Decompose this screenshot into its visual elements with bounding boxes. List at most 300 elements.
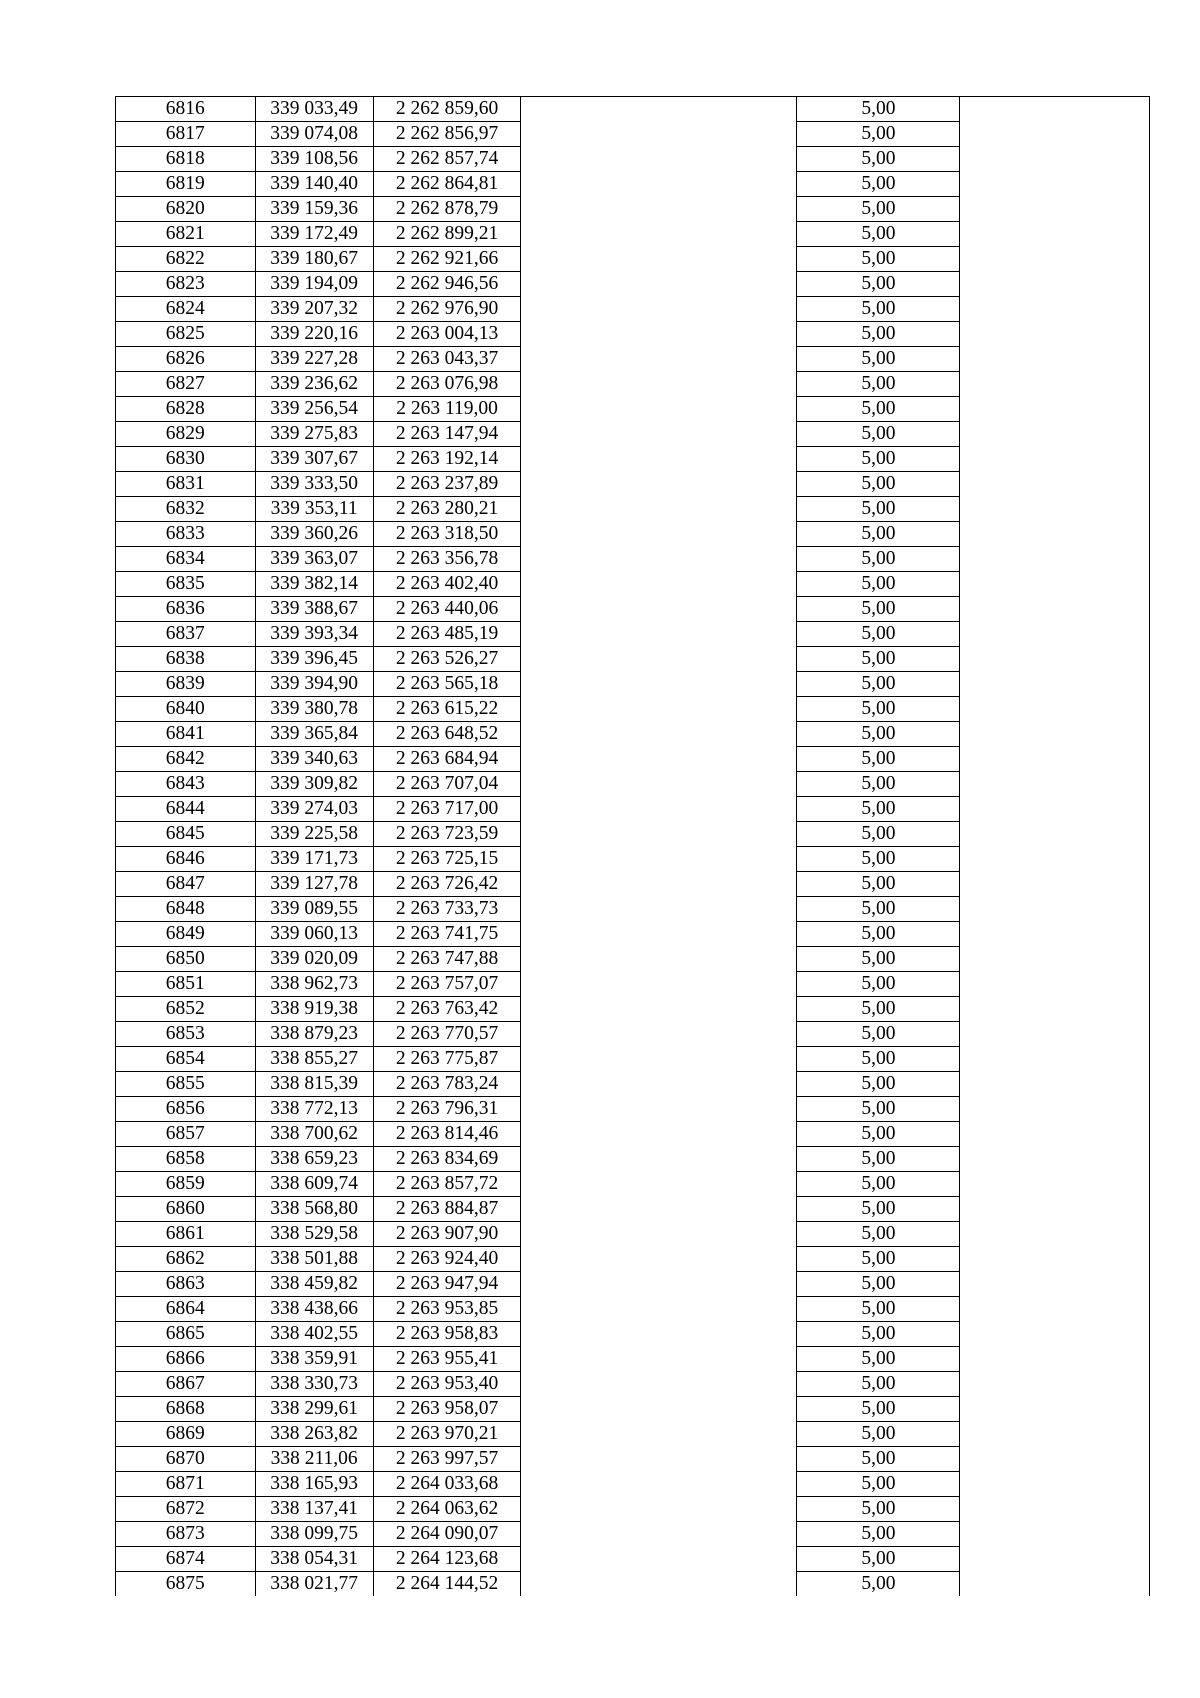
blank-cell: [521, 622, 797, 647]
remarks-cell: [960, 322, 1150, 347]
accuracy-cell: 5,00: [797, 497, 960, 522]
remarks-cell: [960, 622, 1150, 647]
blank-cell: [521, 1172, 797, 1197]
y-coordinate-cell: 2 263 648,52: [373, 722, 521, 747]
remarks-cell: [960, 1247, 1150, 1272]
remarks-cell: [960, 372, 1150, 397]
accuracy-cell: 5,00: [797, 1197, 960, 1222]
remarks-cell: [960, 1172, 1150, 1197]
table-row: [116, 272, 1150, 297]
y-coordinate-cell: 2 263 947,94: [373, 1272, 521, 1297]
accuracy-cell: 5,00: [797, 1122, 960, 1147]
table-row: [116, 947, 1150, 972]
y-coordinate-cell: 2 262 878,79: [373, 197, 521, 222]
x-coordinate-cell: 339 307,67: [255, 447, 373, 472]
table-row: [116, 1372, 1150, 1397]
blank-cell: [521, 322, 797, 347]
point-number-cell: 6825: [116, 322, 256, 347]
point-number-cell: 6870: [116, 1447, 256, 1472]
accuracy-cell: 5,00: [797, 397, 960, 422]
table-row: [116, 1322, 1150, 1347]
accuracy-cell: 5,00: [797, 197, 960, 222]
y-coordinate-cell: 2 264 123,68: [373, 1547, 521, 1572]
accuracy-cell: 5,00: [797, 747, 960, 772]
accuracy-cell: 5,00: [797, 447, 960, 472]
point-number-cell: 6865: [116, 1322, 256, 1347]
blank-cell: [521, 522, 797, 547]
table-row: [116, 872, 1150, 897]
accuracy-cell: 5,00: [797, 1272, 960, 1297]
y-coordinate-cell: 2 264 063,62: [373, 1497, 521, 1522]
remarks-cell: [960, 422, 1150, 447]
remarks-cell: [960, 397, 1150, 422]
blank-cell: [521, 1572, 797, 1597]
blank-cell: [521, 397, 797, 422]
blank-cell: [521, 1197, 797, 1222]
y-coordinate-cell: 2 262 946,56: [373, 272, 521, 297]
remarks-cell: [960, 922, 1150, 947]
remarks-cell: [960, 1522, 1150, 1547]
table-row: [116, 1222, 1150, 1247]
accuracy-cell: 5,00: [797, 997, 960, 1022]
point-number-cell: 6862: [116, 1247, 256, 1272]
x-coordinate-cell: 339 180,67: [255, 247, 373, 272]
accuracy-cell: 5,00: [797, 1522, 960, 1547]
point-number-cell: 6866: [116, 1347, 256, 1372]
accuracy-cell: 5,00: [797, 1472, 960, 1497]
blank-cell: [521, 897, 797, 922]
accuracy-cell: 5,00: [797, 1447, 960, 1472]
point-number-cell: 6822: [116, 247, 256, 272]
point-number-cell: 6874: [116, 1547, 256, 1572]
accuracy-cell: 5,00: [797, 647, 960, 672]
x-coordinate-cell: 339 074,08: [255, 122, 373, 147]
point-number-cell: 6832: [116, 497, 256, 522]
point-number-cell: 6826: [116, 347, 256, 372]
blank-cell: [521, 1547, 797, 1572]
point-number-cell: 6861: [116, 1222, 256, 1247]
remarks-cell: [960, 1072, 1150, 1097]
point-number-cell: 6833: [116, 522, 256, 547]
point-number-cell: 6839: [116, 672, 256, 697]
blank-cell: [521, 697, 797, 722]
table-row: [116, 1347, 1150, 1372]
x-coordinate-cell: 338 962,73: [255, 972, 373, 997]
accuracy-cell: 5,00: [797, 1422, 960, 1447]
table-row: [116, 797, 1150, 822]
accuracy-cell: 5,00: [797, 872, 960, 897]
blank-cell: [521, 1447, 797, 1472]
point-number-cell: 6816: [116, 97, 256, 122]
x-coordinate-cell: 338 879,23: [255, 1022, 373, 1047]
accuracy-cell: 5,00: [797, 1372, 960, 1397]
point-number-cell: 6821: [116, 222, 256, 247]
blank-cell: [521, 1247, 797, 1272]
accuracy-cell: 5,00: [797, 1322, 960, 1347]
x-coordinate-cell: 338 459,82: [255, 1272, 373, 1297]
remarks-cell: [960, 647, 1150, 672]
table-row: [116, 1422, 1150, 1447]
y-coordinate-cell: 2 263 796,31: [373, 1097, 521, 1122]
point-number-cell: 6872: [116, 1497, 256, 1522]
y-coordinate-cell: 2 263 565,18: [373, 672, 521, 697]
y-coordinate-cell: 2 263 857,72: [373, 1172, 521, 1197]
y-coordinate-cell: 2 263 723,59: [373, 822, 521, 847]
table-row: [116, 1572, 1150, 1597]
accuracy-cell: 5,00: [797, 822, 960, 847]
y-coordinate-cell: 2 263 747,88: [373, 947, 521, 972]
remarks-cell: [960, 947, 1150, 972]
accuracy-cell: 5,00: [797, 1247, 960, 1272]
remarks-cell: [960, 172, 1150, 197]
accuracy-cell: 5,00: [797, 572, 960, 597]
y-coordinate-cell: 2 263 907,90: [373, 1222, 521, 1247]
table-row: [116, 597, 1150, 622]
blank-cell: [521, 172, 797, 197]
blank-cell: [521, 1472, 797, 1497]
y-coordinate-cell: 2 263 953,40: [373, 1372, 521, 1397]
blank-cell: [521, 1347, 797, 1372]
x-coordinate-cell: 338 700,62: [255, 1122, 373, 1147]
point-number-cell: 6875: [116, 1572, 256, 1597]
x-coordinate-cell: 338 855,27: [255, 1047, 373, 1072]
remarks-cell: [960, 597, 1150, 622]
y-coordinate-cell: 2 263 318,50: [373, 522, 521, 547]
blank-cell: [521, 922, 797, 947]
remarks-cell: [960, 1347, 1150, 1372]
y-coordinate-cell: 2 263 726,42: [373, 872, 521, 897]
blank-cell: [521, 1497, 797, 1522]
point-number-cell: 6818: [116, 147, 256, 172]
accuracy-cell: 5,00: [797, 1397, 960, 1422]
x-coordinate-cell: 339 171,73: [255, 847, 373, 872]
point-number-cell: 6855: [116, 1072, 256, 1097]
point-number-cell: 6860: [116, 1197, 256, 1222]
table-row: [116, 772, 1150, 797]
point-number-cell: 6873: [116, 1522, 256, 1547]
blank-cell: [521, 972, 797, 997]
y-coordinate-cell: 2 263 924,40: [373, 1247, 521, 1272]
blank-cell: [521, 347, 797, 372]
x-coordinate-cell: 339 309,82: [255, 772, 373, 797]
x-coordinate-cell: 339 275,83: [255, 422, 373, 447]
x-coordinate-cell: 339 396,45: [255, 647, 373, 672]
accuracy-cell: 5,00: [797, 1497, 960, 1522]
y-coordinate-cell: 2 263 119,00: [373, 397, 521, 422]
remarks-cell: [960, 97, 1150, 122]
table-row: [116, 122, 1150, 147]
accuracy-cell: 5,00: [797, 1147, 960, 1172]
remarks-cell: [960, 497, 1150, 522]
point-number-cell: 6836: [116, 597, 256, 622]
y-coordinate-cell: 2 263 763,42: [373, 997, 521, 1022]
y-coordinate-cell: 2 263 733,73: [373, 897, 521, 922]
table-row: [116, 1472, 1150, 1497]
table-row: [116, 672, 1150, 697]
x-coordinate-cell: 338 021,77: [255, 1572, 373, 1597]
point-number-cell: 6829: [116, 422, 256, 447]
point-number-cell: 6846: [116, 847, 256, 872]
table-row: [116, 1047, 1150, 1072]
y-coordinate-cell: 2 263 958,07: [373, 1397, 521, 1422]
x-coordinate-cell: 338 568,80: [255, 1197, 373, 1222]
blank-cell: [521, 1222, 797, 1247]
point-number-cell: 6844: [116, 797, 256, 822]
accuracy-cell: 5,00: [797, 697, 960, 722]
x-coordinate-cell: 339 274,03: [255, 797, 373, 822]
blank-cell: [521, 497, 797, 522]
y-coordinate-cell: 2 263 004,13: [373, 322, 521, 347]
point-number-cell: 6854: [116, 1047, 256, 1072]
remarks-cell: [960, 1097, 1150, 1122]
x-coordinate-cell: 339 360,26: [255, 522, 373, 547]
coordinates-table: [115, 96, 1150, 1596]
x-coordinate-cell: 338 501,88: [255, 1247, 373, 1272]
accuracy-cell: 5,00: [797, 1547, 960, 1572]
accuracy-cell: 5,00: [797, 1297, 960, 1322]
accuracy-cell: 5,00: [797, 1072, 960, 1097]
x-coordinate-cell: 339 172,49: [255, 222, 373, 247]
point-number-cell: 6824: [116, 297, 256, 322]
x-coordinate-cell: 338 402,55: [255, 1322, 373, 1347]
blank-cell: [521, 1072, 797, 1097]
accuracy-cell: 5,00: [797, 147, 960, 172]
accuracy-cell: 5,00: [797, 597, 960, 622]
x-coordinate-cell: 339 394,90: [255, 672, 373, 697]
blank-cell: [521, 1272, 797, 1297]
blank-cell: [521, 747, 797, 772]
accuracy-cell: 5,00: [797, 722, 960, 747]
point-number-cell: 6867: [116, 1372, 256, 1397]
blank-cell: [521, 222, 797, 247]
remarks-cell: [960, 222, 1150, 247]
accuracy-cell: 5,00: [797, 297, 960, 322]
point-number-cell: 6848: [116, 897, 256, 922]
blank-cell: [521, 447, 797, 472]
table-row: [116, 1172, 1150, 1197]
blank-cell: [521, 797, 797, 822]
blank-cell: [521, 547, 797, 572]
blank-cell: [521, 372, 797, 397]
accuracy-cell: 5,00: [797, 847, 960, 872]
accuracy-cell: 5,00: [797, 1347, 960, 1372]
remarks-cell: [960, 1022, 1150, 1047]
y-coordinate-cell: 2 263 997,57: [373, 1447, 521, 1472]
point-number-cell: 6843: [116, 772, 256, 797]
blank-cell: [521, 872, 797, 897]
y-coordinate-cell: 2 264 090,07: [373, 1522, 521, 1547]
table-row: [116, 972, 1150, 997]
blank-cell: [521, 1022, 797, 1047]
table-row: [116, 1247, 1150, 1272]
y-coordinate-cell: 2 263 485,19: [373, 622, 521, 647]
table-row: [116, 497, 1150, 522]
table-row: [116, 222, 1150, 247]
x-coordinate-cell: 338 165,93: [255, 1472, 373, 1497]
x-coordinate-cell: 339 194,09: [255, 272, 373, 297]
table-row: [116, 1147, 1150, 1172]
x-coordinate-cell: 339 353,11: [255, 497, 373, 522]
accuracy-cell: 5,00: [797, 672, 960, 697]
y-coordinate-cell: 2 263 192,14: [373, 447, 521, 472]
y-coordinate-cell: 2 263 043,37: [373, 347, 521, 372]
x-coordinate-cell: 339 256,54: [255, 397, 373, 422]
x-coordinate-cell: 339 388,67: [255, 597, 373, 622]
y-coordinate-cell: 2 263 402,40: [373, 572, 521, 597]
remarks-cell: [960, 847, 1150, 872]
y-coordinate-cell: 2 263 955,41: [373, 1347, 521, 1372]
accuracy-cell: 5,00: [797, 972, 960, 997]
point-number-cell: 6850: [116, 947, 256, 972]
point-number-cell: 6835: [116, 572, 256, 597]
y-coordinate-cell: 2 262 864,81: [373, 172, 521, 197]
x-coordinate-cell: 339 393,34: [255, 622, 373, 647]
table-row: [116, 1447, 1150, 1472]
point-number-cell: 6857: [116, 1122, 256, 1147]
accuracy-cell: 5,00: [797, 1222, 960, 1247]
x-coordinate-cell: 338 263,82: [255, 1422, 373, 1447]
y-coordinate-cell: 2 264 144,52: [373, 1572, 521, 1597]
remarks-cell: [960, 897, 1150, 922]
remarks-cell: [960, 447, 1150, 472]
blank-cell: [521, 997, 797, 1022]
remarks-cell: [960, 1497, 1150, 1522]
table-row: [116, 1497, 1150, 1522]
remarks-cell: [960, 1222, 1150, 1247]
blank-cell: [521, 572, 797, 597]
remarks-cell: [960, 197, 1150, 222]
table-row: [116, 647, 1150, 672]
accuracy-cell: 5,00: [797, 322, 960, 347]
remarks-cell: [960, 1272, 1150, 1297]
point-number-cell: 6853: [116, 1022, 256, 1047]
blank-cell: [521, 847, 797, 872]
x-coordinate-cell: 338 529,58: [255, 1222, 373, 1247]
remarks-cell: [960, 472, 1150, 497]
blank-cell: [521, 1297, 797, 1322]
x-coordinate-cell: 339 033,49: [255, 97, 373, 122]
remarks-cell: [960, 572, 1150, 597]
x-coordinate-cell: 339 380,78: [255, 697, 373, 722]
remarks-cell: [960, 1147, 1150, 1172]
remarks-cell: [960, 122, 1150, 147]
point-number-cell: 6869: [116, 1422, 256, 1447]
y-coordinate-cell: 2 263 757,07: [373, 972, 521, 997]
remarks-cell: [960, 1122, 1150, 1147]
blank-cell: [521, 1047, 797, 1072]
table-row: [116, 97, 1150, 122]
point-number-cell: 6817: [116, 122, 256, 147]
blank-cell: [521, 147, 797, 172]
point-number-cell: 6842: [116, 747, 256, 772]
point-number-cell: 6856: [116, 1097, 256, 1122]
remarks-cell: [960, 547, 1150, 572]
remarks-cell: [960, 822, 1150, 847]
blank-cell: [521, 672, 797, 697]
point-number-cell: 6840: [116, 697, 256, 722]
point-number-cell: 6830: [116, 447, 256, 472]
remarks-cell: [960, 997, 1150, 1022]
remarks-cell: [960, 147, 1150, 172]
remarks-cell: [960, 522, 1150, 547]
blank-cell: [521, 1422, 797, 1447]
y-coordinate-cell: 2 263 884,87: [373, 1197, 521, 1222]
remarks-cell: [960, 797, 1150, 822]
table-row: [116, 847, 1150, 872]
point-number-cell: 6834: [116, 547, 256, 572]
table-row: [116, 1547, 1150, 1572]
accuracy-cell: 5,00: [797, 1572, 960, 1597]
remarks-cell: [960, 347, 1150, 372]
x-coordinate-cell: 338 299,61: [255, 1397, 373, 1422]
remarks-cell: [960, 1297, 1150, 1322]
point-number-cell: 6863: [116, 1272, 256, 1297]
x-coordinate-cell: 338 137,41: [255, 1497, 373, 1522]
point-number-cell: 6831: [116, 472, 256, 497]
remarks-cell: [960, 1372, 1150, 1397]
accuracy-cell: 5,00: [797, 172, 960, 197]
table-row: [116, 297, 1150, 322]
y-coordinate-cell: 2 263 707,04: [373, 772, 521, 797]
x-coordinate-cell: 338 659,23: [255, 1147, 373, 1172]
y-coordinate-cell: 2 263 526,27: [373, 647, 521, 672]
y-coordinate-cell: 2 263 741,75: [373, 922, 521, 947]
x-coordinate-cell: 338 772,13: [255, 1097, 373, 1122]
x-coordinate-cell: 339 363,07: [255, 547, 373, 572]
accuracy-cell: 5,00: [797, 372, 960, 397]
point-number-cell: 6847: [116, 872, 256, 897]
x-coordinate-cell: 339 060,13: [255, 922, 373, 947]
point-number-cell: 6858: [116, 1147, 256, 1172]
remarks-cell: [960, 972, 1150, 997]
blank-cell: [521, 1097, 797, 1122]
accuracy-cell: 5,00: [797, 422, 960, 447]
blank-cell: [521, 197, 797, 222]
point-number-cell: 6859: [116, 1172, 256, 1197]
blank-cell: [521, 247, 797, 272]
point-number-cell: 6851: [116, 972, 256, 997]
accuracy-cell: 5,00: [797, 272, 960, 297]
x-coordinate-cell: 339 207,32: [255, 297, 373, 322]
x-coordinate-cell: 339 333,50: [255, 472, 373, 497]
x-coordinate-cell: 338 054,31: [255, 1547, 373, 1572]
y-coordinate-cell: 2 263 725,15: [373, 847, 521, 872]
accuracy-cell: 5,00: [797, 922, 960, 947]
remarks-cell: [960, 1322, 1150, 1347]
accuracy-cell: 5,00: [797, 122, 960, 147]
x-coordinate-cell: 339 220,16: [255, 322, 373, 347]
coordinates-table-body: [116, 97, 1150, 1597]
point-number-cell: 6841: [116, 722, 256, 747]
point-number-cell: 6845: [116, 822, 256, 847]
table-row: [116, 472, 1150, 497]
table-row: [116, 697, 1150, 722]
blank-cell: [521, 297, 797, 322]
x-coordinate-cell: 338 330,73: [255, 1372, 373, 1397]
point-number-cell: 6871: [116, 1472, 256, 1497]
y-coordinate-cell: 2 262 976,90: [373, 297, 521, 322]
point-number-cell: 6852: [116, 997, 256, 1022]
accuracy-cell: 5,00: [797, 347, 960, 372]
blank-cell: [521, 97, 797, 122]
x-coordinate-cell: 339 127,78: [255, 872, 373, 897]
table-row: [116, 622, 1150, 647]
x-coordinate-cell: 339 227,28: [255, 347, 373, 372]
table-row: [116, 1522, 1150, 1547]
table-row: [116, 572, 1150, 597]
point-number-cell: 6837: [116, 622, 256, 647]
accuracy-cell: 5,00: [797, 97, 960, 122]
